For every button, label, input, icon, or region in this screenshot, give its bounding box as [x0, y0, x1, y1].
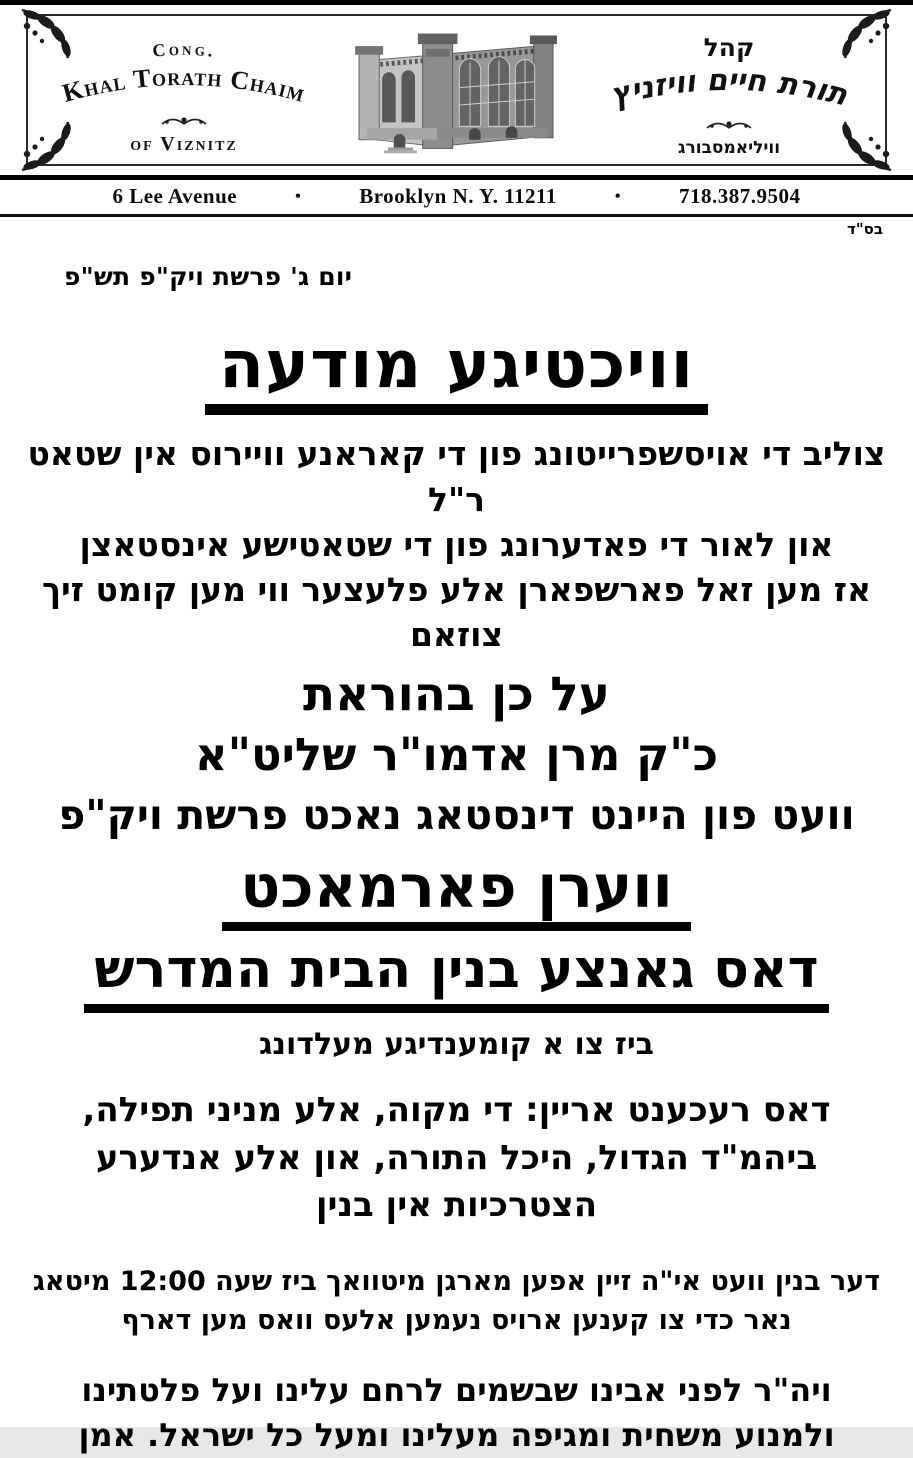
floral-corner-ornament-icon [831, 110, 893, 172]
until-further-notice: ביז צו א קומענדיגע מעלדונג [259, 1027, 654, 1063]
main-title: וויכטיגע מודעה [205, 331, 708, 415]
heading-rebbe: כ"ק מרן אדמו"ר שליט"א [194, 728, 719, 782]
divider-scroll-icon [162, 117, 206, 124]
floral-corner-ornament-icon [20, 8, 82, 70]
building-illustration [341, 16, 573, 164]
closed-subject-wrap [0, 931, 913, 1014]
intro-paragraph [0, 431, 913, 657]
includes-line: הצטרכיות אין בנין [315, 1185, 598, 1226]
org-name-label: Khal Torath Chaim [59, 61, 309, 108]
prayer-line: ולמנוע משחית ומגיפה מעלינו ומעל כל ישראל. אמן [78, 1416, 835, 1455]
kehal-label: קהל [703, 33, 755, 62]
bullet-separator-icon: • [295, 187, 302, 205]
main-title-wrap [0, 291, 913, 415]
bsd-mark: בס"ד [847, 220, 883, 238]
includes-line: דאס רעכענט אריין: די מקוה, אלע מניני תפילה, [82, 1090, 831, 1131]
intro-line: צוליב די אויסשפרייטונג פון די קאראנע וויירוס אין שטאט ר"ל [27, 434, 886, 519]
floral-corner-ornament-icon [20, 110, 82, 172]
closed-title: ווערן פארמאכט [222, 856, 691, 931]
open-hours-paragraph [0, 1262, 913, 1340]
city-address: Brooklyn N. Y. 11211 [359, 184, 557, 208]
open-hours-line: נאר כדי צו קענען ארויס נעמען אלעס וואס מען דארף [121, 1305, 792, 1337]
org-city-label: of Viznitz [130, 133, 239, 155]
floral-corner-ornament-icon [831, 8, 893, 70]
date-line: יום ג' פרשת ויק"פ תש"פ [64, 262, 353, 291]
heading-therefore: על כן בהוראת [303, 667, 610, 723]
hebrew-org-name-label: תורת חיים וויזניץ [606, 62, 851, 114]
includes-line: ביהמ"ד הגדול, היכל התורה, און אלע אנדערע [95, 1137, 818, 1178]
divider-scroll-icon [707, 121, 751, 128]
closed-title-wrap [0, 838, 913, 931]
williamsburg-label: וויליאמסבורג [677, 138, 780, 158]
synagogue-building-icon [344, 20, 569, 160]
phone-number: 718.387.9504 [679, 184, 801, 208]
prayer-paragraph [0, 1368, 913, 1458]
top-rule [0, 0, 913, 5]
notice-body [0, 291, 913, 1458]
prayer-line: ויה"ר לפני אבינו שבשמים לרחם עלינו ועל פלטתינו [81, 1371, 832, 1410]
intro-line: און לאור די פאדערונג פון די שטאטישע אינסטאצן [79, 524, 834, 564]
intro-line: אז מען זאל פארשפארן אלע פלעצער ווי מען קומט זיך צוזאם [41, 569, 872, 655]
open-hours-line: דער בנין וועט אי"ה זיין אפען מארגן מיטוואך ביז שעה 12:00 מיטאג [32, 1265, 881, 1297]
street-address: 6 Lee Avenue [112, 184, 238, 208]
bullet-separator-icon: • [614, 187, 622, 205]
includes-paragraph [0, 1087, 913, 1230]
org-cong-label: Cong. [151, 38, 217, 61]
letterhead [26, 14, 887, 166]
heading-effective-time: וועט פון היינט דינסטאג נאכט פרשת ויק"פ [58, 790, 855, 839]
closed-subject: דאס גאנצע בנין הבית המדרש [84, 942, 828, 1014]
address-bar [0, 175, 913, 217]
